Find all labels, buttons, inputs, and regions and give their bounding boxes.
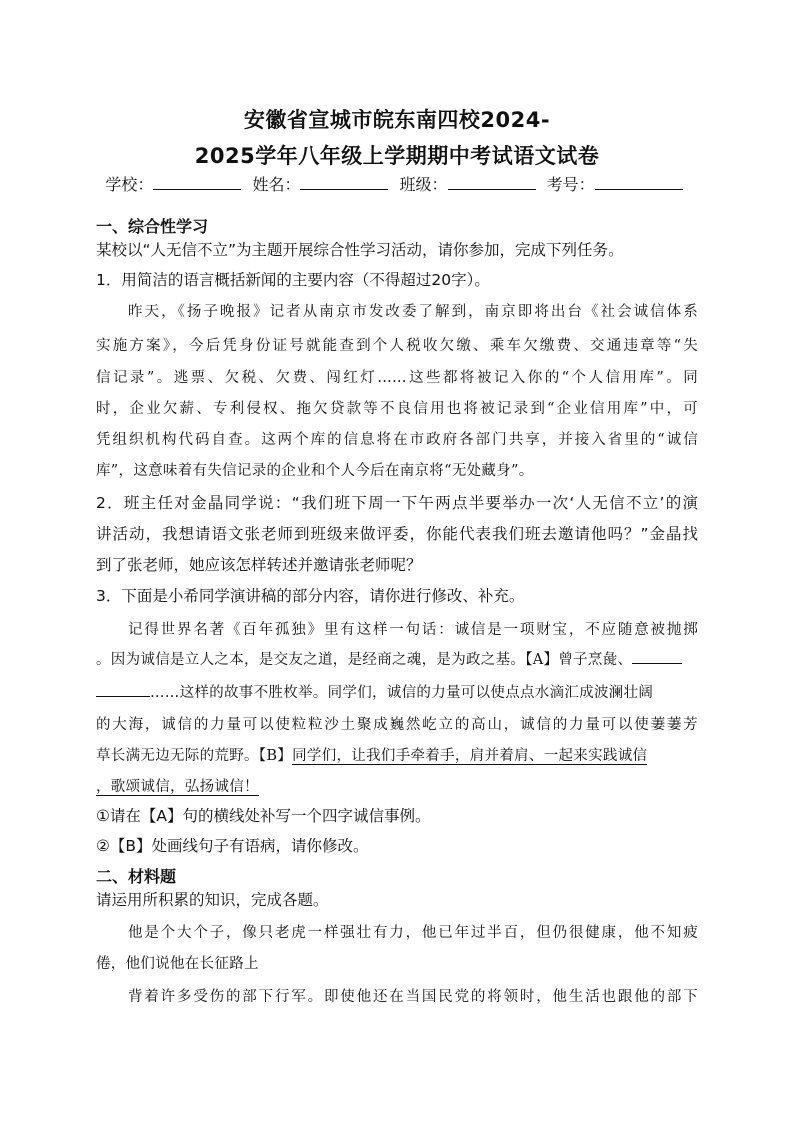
- speech-line-6: [96, 775, 259, 796]
- passage-line-2: 倦，他们说他在长征路上: [96, 956, 259, 972]
- sub-question-1: ①请在【A】句的横线处补写一个四字诚信事例。: [96, 807, 431, 825]
- number-label: 考号：: [546, 175, 595, 194]
- speech-line-2-text: 。因为诚信是立人之本，是交友之道，是经商之魂，是为政之基。【A】曾子烹彘、: [96, 652, 633, 668]
- section2-heading: 二、材料题: [96, 867, 177, 886]
- news-line-3: 信记录”。逃票、欠税、欠费、闯红灯……这些都将被记入你的“个人信用库”。同: [96, 370, 698, 386]
- underlined-sentence-b: 同学们，让我们手牵着手，肩并着肩、一起来实践诚信: [292, 748, 648, 764]
- question-2-line-1: 2．班主任对金晶同学说：“我们班下周一下午两点半要举办一次‘人无信不立’的演: [96, 494, 698, 512]
- speech-line-5-text: 草长满无边无际的荒野。【B】: [96, 748, 293, 764]
- question-3: 3．下面是小希同学演讲稿的部分内容，请你进行修改、补充。: [96, 587, 525, 605]
- blank-a-part1[interactable]: [632, 651, 682, 664]
- sub-question-2: ②【B】处画线句子有语病，请你修改。: [96, 837, 369, 855]
- news-line-2: 实施方案》，今后凭身份证号就能查到个人税收欠缴、乘车欠缴费、交通违章等“失: [96, 338, 698, 354]
- school-label: 学校：: [105, 175, 154, 194]
- speech-line-1: 记得世界名著《百年孤独》里有这样一句话：诚信是一项财宝，不应随意被抛掷: [128, 622, 698, 638]
- name-field[interactable]: [300, 175, 388, 190]
- class-field[interactable]: [448, 175, 536, 190]
- passage-line-1: 他是个大个子，像只老虎一样强壮有力，他已年过半百，但仍很健康，他不知疲: [128, 925, 698, 941]
- class-label: 班级：: [399, 175, 448, 194]
- question-2-line-3: 到了张老师，她应该怎样转述并邀请张老师呢？: [96, 556, 422, 574]
- passage-line-3: 背着许多受伤的部下行军。即使他还在当国民党的将领时，他生活也跟他的部下: [128, 989, 698, 1005]
- number-field[interactable]: [595, 175, 683, 190]
- page-title-line2: 2025学年八年级上学期期中考试语文试卷: [194, 144, 600, 168]
- speech-line-2: [96, 648, 698, 669]
- speech-line-3-text: ……这样的故事不胜枚举。同学们，诚信的力量可以使点点水滴汇成波澜壮阔: [150, 685, 654, 701]
- section1-heading: 一、综合性学习: [96, 217, 209, 236]
- news-line-1: 昨天，《扬子晚报》记者从南京市发改委了解到，南京即将出台《社会诚信体系: [128, 304, 698, 320]
- page-title-line1: 安徽省宣城市皖东南四校2024-: [243, 108, 551, 132]
- section2-intro: 请运用所积累的知识，完成各题。: [96, 891, 329, 909]
- speech-line-4: 的大海，诚信的力量可以使粒粒沙土聚成巍然屹立的高山，诚信的力量可以使萋萋芳: [96, 717, 698, 733]
- underlined-sentence-b-end: ，歌颂诚信，弘扬诚信！: [96, 779, 259, 795]
- news-line-4: 时，企业欠薪、专利侵权、拖欠贷款等不良信用也将被记录到“企业信用库”中，可: [96, 401, 698, 417]
- school-field[interactable]: [153, 175, 241, 190]
- blank-a-part2[interactable]: [96, 684, 150, 697]
- speech-line-3: [96, 681, 653, 702]
- news-line-6: 库”，这意味着有失信记录的企业和个人今后在南京将“无处藏身”。: [96, 463, 534, 479]
- news-line-5: 凭组织机构代码自查。这两个库的信息将在市政府各部门共享，并接入省里的“诚信: [96, 432, 698, 448]
- question-2-line-2: 讲活动，我想请语文张老师到班级来做评委，你能代表我们班去邀请他吗？”金晶找: [96, 525, 698, 543]
- section1-intro: 某校以“人无信不立”为主题开展综合性学习活动，请你参加，完成下列任务。: [96, 241, 624, 259]
- student-info-row: [0, 172, 794, 195]
- speech-line-5: [96, 744, 647, 765]
- name-label: 姓名：: [252, 175, 301, 194]
- question-1: 1．用简洁的语言概括新闻的主要内容（不得超过20字）。: [96, 271, 490, 289]
